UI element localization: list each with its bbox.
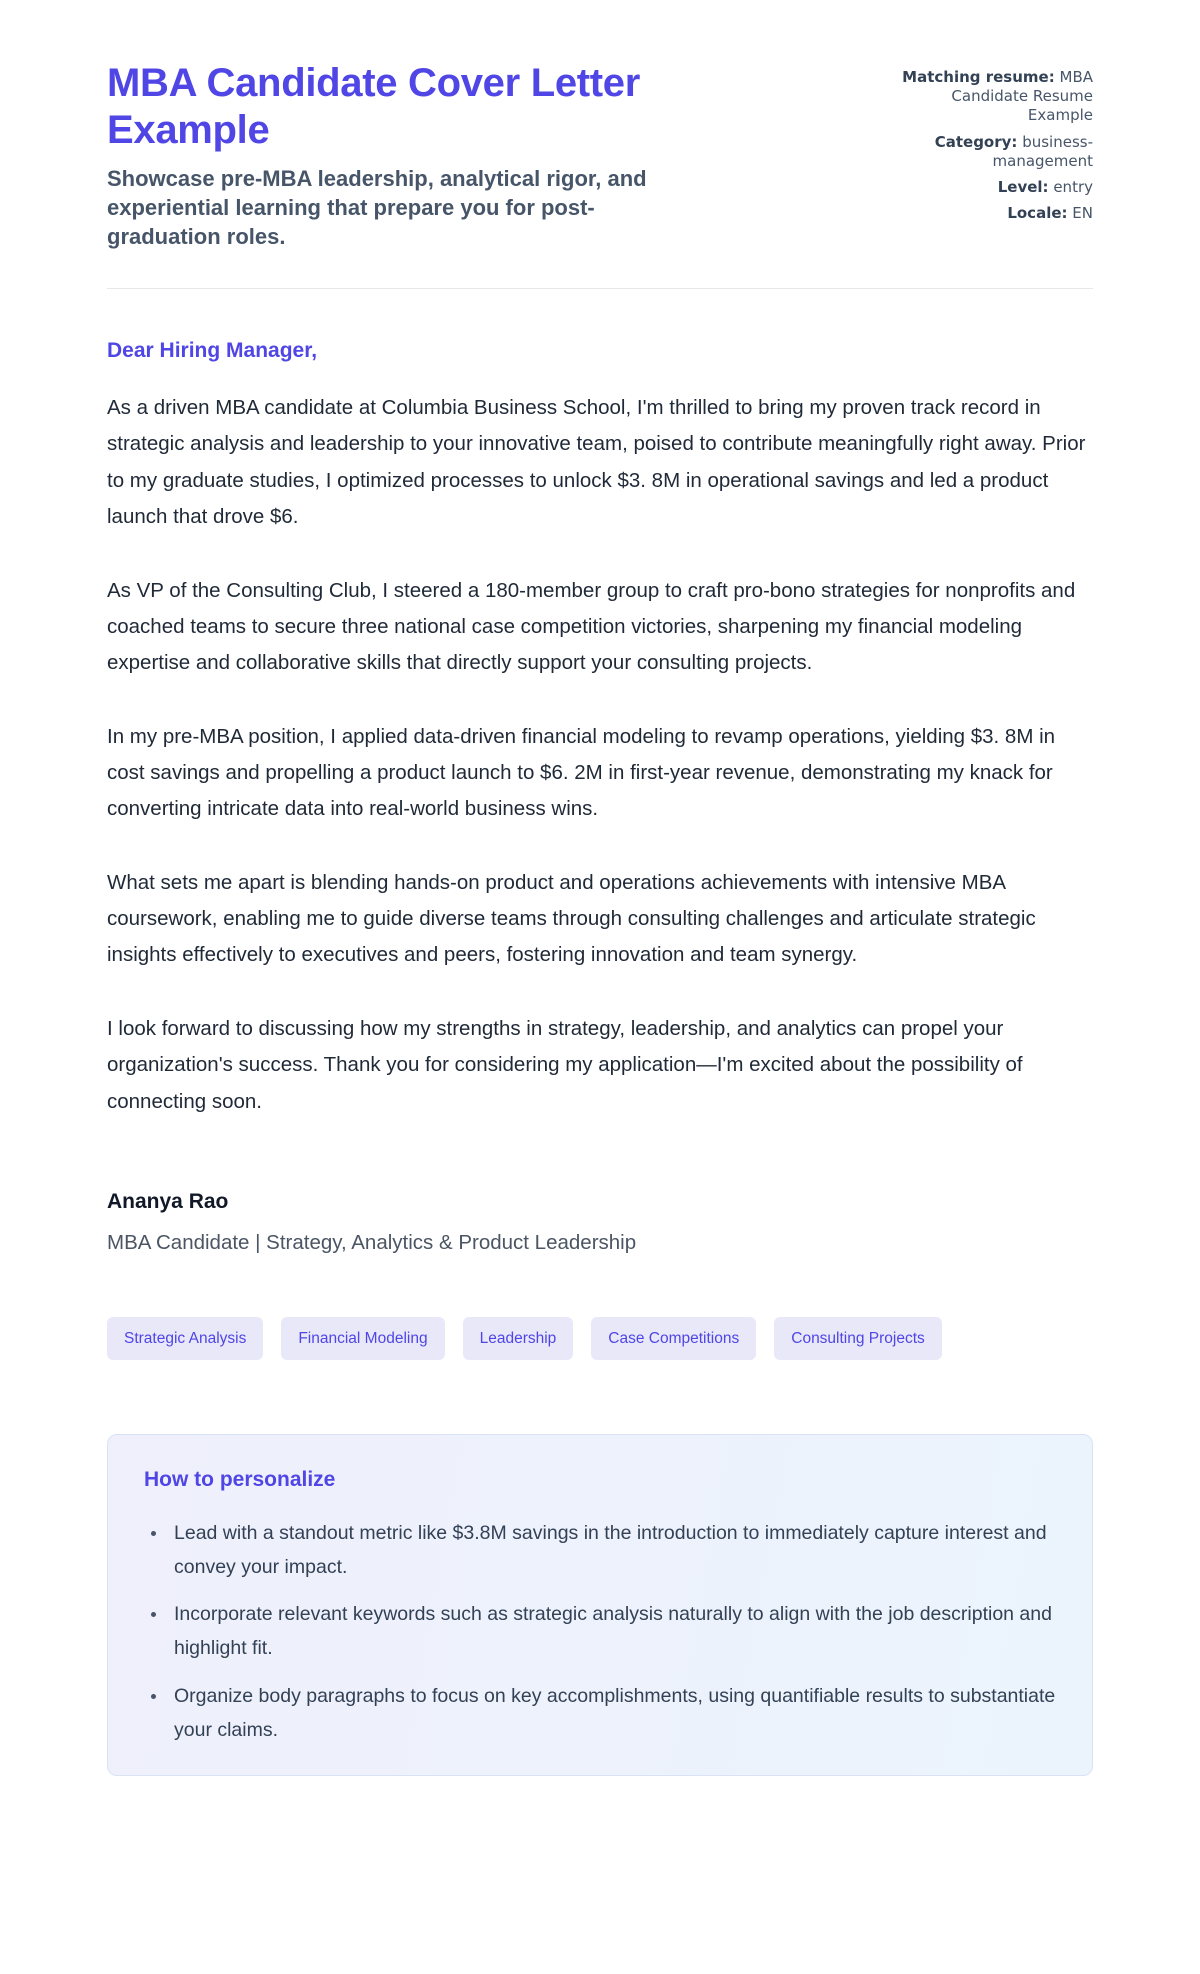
letter-paragraph: As VP of the Consulting Club, I steered a 180-member group to craft pro-bono strategies for nonprofits and coached teams to secure three national case competition victories, sharpening my financial modeling expertise and collaborative skills that directly support your consulting projects. [107, 578, 1076, 674]
meta-matching-resume-label: Matching resume: [902, 68, 1055, 86]
letter-body [107, 339, 1093, 1254]
meta-category-value: business-management [992, 132, 1093, 170]
letter-paragraph: I look forward to discussing how my strengths in strategy, leadership, and analytics can propel your organization's success. Thank you for considering my application—I'm excited about the possibility of connecting soon. [107, 1017, 1023, 1113]
meta-category [901, 133, 1093, 171]
page-subtitle: Showcase pre-MBA leadership, analytical rigor, and experiential learning that prepare you for post-graduation roles. [107, 165, 647, 250]
skill-tags [107, 1317, 1093, 1361]
letter-paragraph: What sets me apart is blending hands-on product and operations achievements with intensive MBA coursework, enabling me to guide diverse teams through consulting challenges and articulate strategic insights effectively to executives and peers, fostering innovation and team synergy. [107, 871, 1036, 967]
meta-level-label: Level: [997, 177, 1049, 196]
tips-heading: How to personalize [144, 1468, 336, 1492]
skill-tag-chip: Strategic Analysis [107, 1317, 263, 1361]
meta-level-value: entry [1053, 177, 1093, 196]
meta-matching-resume-value: MBA Candidate Resume Example [951, 68, 1093, 125]
page-title: MBA Candidate Cover Letter Example [107, 61, 641, 152]
skill-tag-chip: Leadership [463, 1317, 574, 1361]
meta-locale [901, 204, 1093, 223]
meta-matching-resume [901, 68, 1093, 126]
meta-level [901, 178, 1093, 197]
tip-item: • Lead with a standout metric like $3.8M savings in the introduction to immediately capture interest and convey your impact. [168, 1516, 1056, 1584]
skill-tag-chip: Consulting Projects [774, 1317, 942, 1361]
letter-greeting: Dear Hiring Manager, [107, 339, 318, 363]
signature-role: MBA Candidate | Strategy, Analytics & Product Leadership [107, 1230, 637, 1254]
skill-tag-chip: Financial Modeling [281, 1317, 444, 1361]
meta-category-label: Category: [934, 132, 1018, 151]
tips-list [144, 1516, 1056, 1747]
signature-name: Ananya Rao [107, 1189, 229, 1213]
tip-item: • Organize body paragraphs to focus on key accomplishments, using quantifiable results to substantiate your claims. [168, 1679, 1056, 1747]
tip-item: • Incorporate relevant keywords such as strategic analysis naturally to align with the job description and highlight fit. [168, 1597, 1056, 1665]
page-header [107, 60, 1093, 289]
cover-letter-page [107, 0, 1093, 1846]
header-title-block [107, 60, 757, 251]
personalization-tips-box [107, 1434, 1093, 1776]
letter-paragraph: In my pre-MBA position, I applied data-driven financial modeling to revamp operations, yielding $3. 8M in cost savings and propelling a product launch to $6. 2M in first-year revenue, demonstrating my knack for converting intricate data into real-world business wins. [107, 724, 1056, 821]
skill-tag-chip: Case Competitions [591, 1317, 756, 1361]
meta-locale-label: Locale: [1007, 204, 1068, 223]
letter-paragraph: As a driven MBA candidate at Columbia Business School, I'm thrilled to bring my proven track record in strategic analysis and leadership to your innovative team, poised to contribute meaningfully right away. Prior to my graduate studies, I optimized processes to unlock $3. 8M in operational savings and led a product launch that drove $6. [107, 396, 1086, 528]
resume-meta-panel [901, 60, 1093, 223]
meta-locale-value: EN [1072, 204, 1093, 223]
letter-signature [107, 1190, 1093, 1255]
